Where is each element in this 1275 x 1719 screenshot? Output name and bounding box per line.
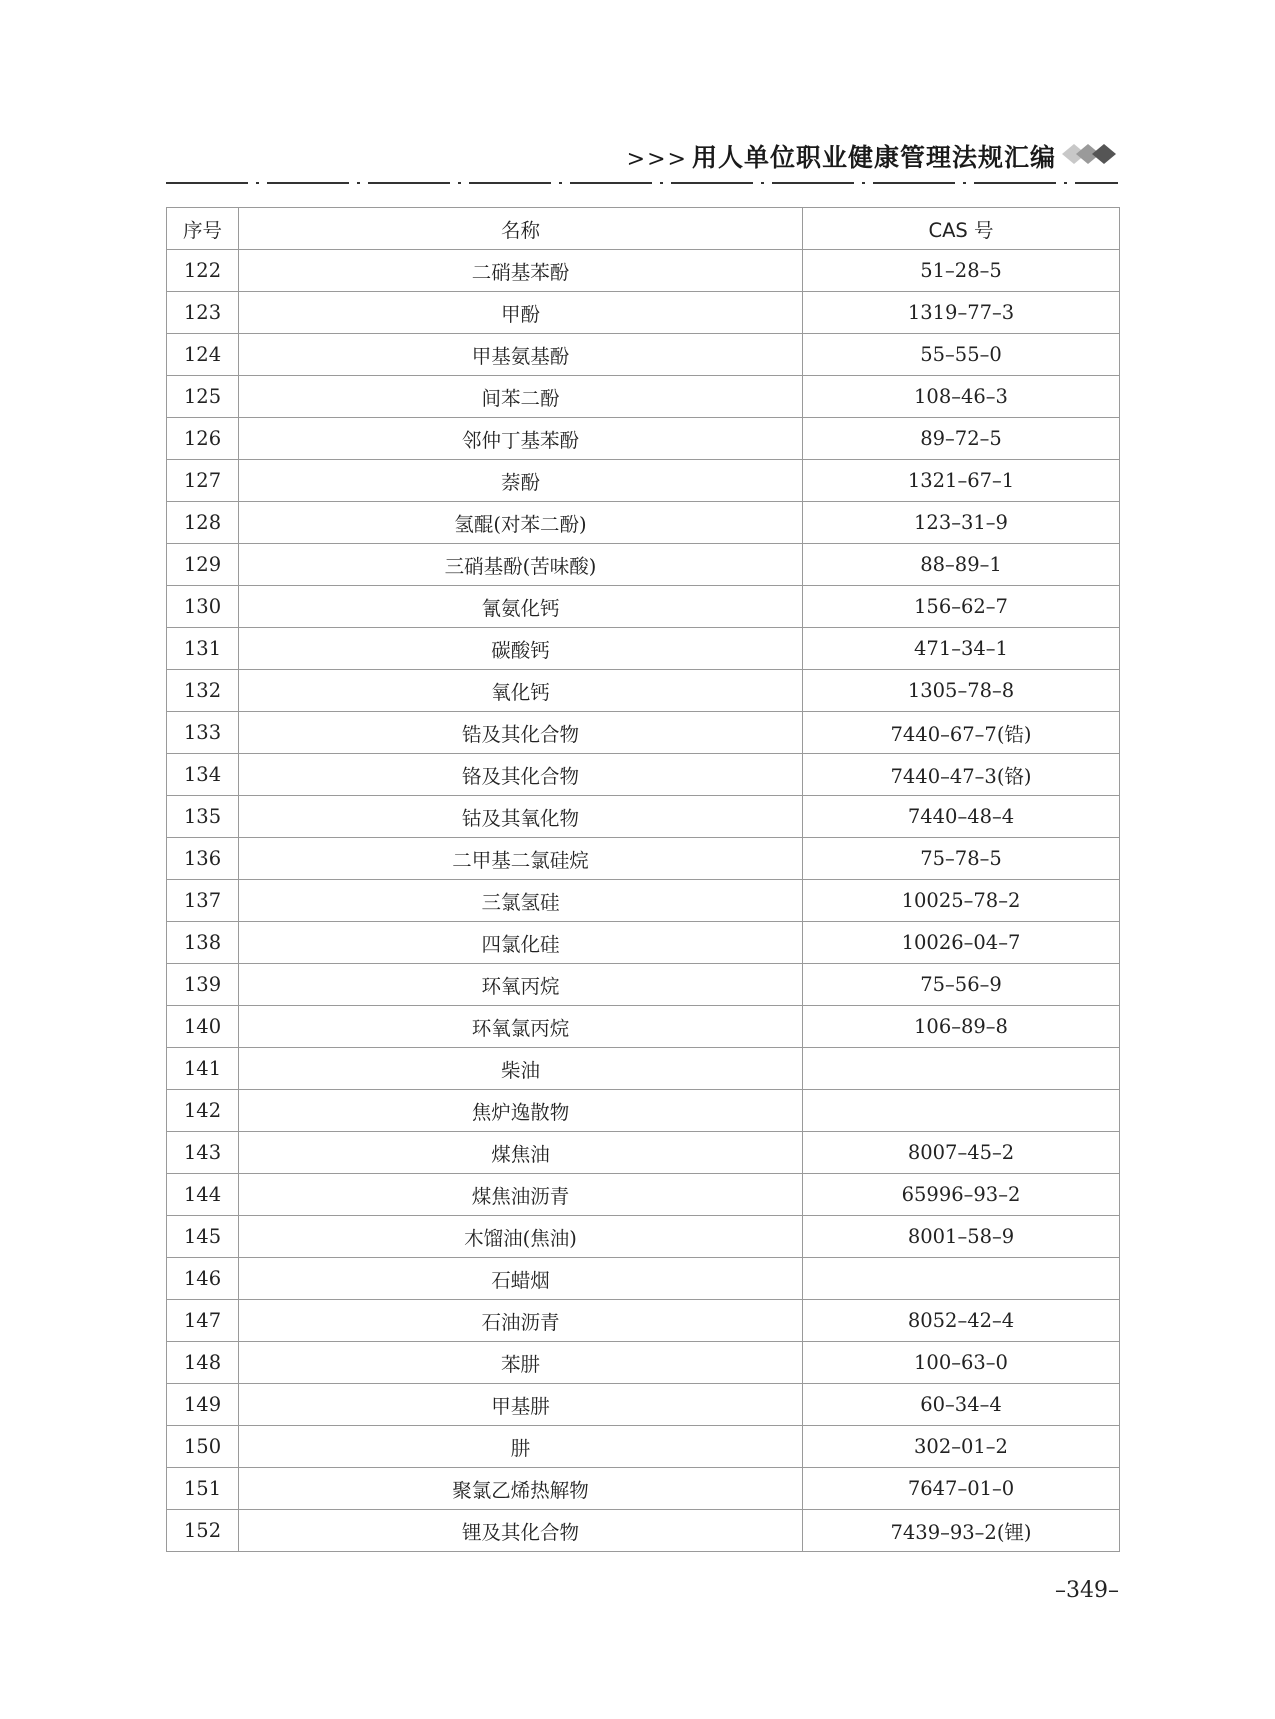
cell-number: 143	[167, 1132, 239, 1174]
cell-number: 127	[167, 460, 239, 502]
cell-name: 煤焦油	[239, 1132, 803, 1174]
table-row	[167, 1090, 1120, 1132]
cell-name: 甲基肼	[239, 1384, 803, 1426]
table-row	[167, 1132, 1120, 1174]
cell-name: 铬及其化合物	[239, 754, 803, 796]
cell-name: 煤焦油沥青	[239, 1174, 803, 1216]
table-row	[167, 334, 1120, 376]
cell-cas	[803, 1048, 1120, 1090]
cell-name: 二硝基苯酚	[239, 250, 803, 292]
cell-name: 环氧丙烷	[239, 964, 803, 1006]
cell-number: 134	[167, 754, 239, 796]
cell-number: 148	[167, 1342, 239, 1384]
column-header-number: 序号	[167, 208, 239, 250]
cell-cas	[803, 1258, 1120, 1300]
substance-table	[166, 207, 1120, 1552]
diamond-ornament-icon	[1060, 142, 1118, 166]
table-header-row	[167, 208, 1120, 250]
cell-number: 142	[167, 1090, 239, 1132]
cell-name: 石蜡烟	[239, 1258, 803, 1300]
cell-cas: 88–89–1	[803, 544, 1120, 586]
cell-name: 焦炉逸散物	[239, 1090, 803, 1132]
table-row	[167, 460, 1120, 502]
table-row	[167, 1006, 1120, 1048]
cell-name: 二甲基二氯硅烷	[239, 838, 803, 880]
cell-name: 柴油	[239, 1048, 803, 1090]
table-row	[167, 418, 1120, 460]
column-header-name: 名称	[239, 208, 803, 250]
cell-name: 碳酸钙	[239, 628, 803, 670]
cell-number: 151	[167, 1468, 239, 1510]
cell-cas: 108–46–3	[803, 376, 1120, 418]
cell-name: 甲基氨基酚	[239, 334, 803, 376]
table-row	[167, 502, 1120, 544]
cell-cas: 8007–45–2	[803, 1132, 1120, 1174]
cell-cas	[803, 1090, 1120, 1132]
table-row	[167, 1510, 1120, 1552]
table-row	[167, 1300, 1120, 1342]
header-rule	[166, 180, 1118, 186]
cell-number: 149	[167, 1384, 239, 1426]
cell-name: 聚氯乙烯热解物	[239, 1468, 803, 1510]
cell-number: 125	[167, 376, 239, 418]
cell-name: 钴及其氧化物	[239, 796, 803, 838]
cell-number: 145	[167, 1216, 239, 1258]
cell-cas: 60–34–4	[803, 1384, 1120, 1426]
cell-number: 141	[167, 1048, 239, 1090]
table-row	[167, 1426, 1120, 1468]
table-row	[167, 1258, 1120, 1300]
cell-number: 122	[167, 250, 239, 292]
cell-name: 三硝基酚(苦味酸)	[239, 544, 803, 586]
cell-name: 萘酚	[239, 460, 803, 502]
table-row	[167, 1342, 1120, 1384]
table-row	[167, 1384, 1120, 1426]
cell-name: 氢醌(对苯二酚)	[239, 502, 803, 544]
column-header-cas: CAS 号	[803, 208, 1120, 250]
cell-number: 135	[167, 796, 239, 838]
cell-number: 126	[167, 418, 239, 460]
table-row	[167, 1048, 1120, 1090]
header-title: 用人单位职业健康管理法规汇编	[691, 143, 1056, 172]
table-row	[167, 1468, 1120, 1510]
cell-cas: 123–31–9	[803, 502, 1120, 544]
cell-number: 139	[167, 964, 239, 1006]
cell-name: 肼	[239, 1426, 803, 1468]
cell-number: 131	[167, 628, 239, 670]
cell-number: 146	[167, 1258, 239, 1300]
cell-cas: 75–56–9	[803, 964, 1120, 1006]
table-body	[167, 250, 1120, 1552]
table-row	[167, 376, 1120, 418]
table-row	[167, 586, 1120, 628]
table-row	[167, 1216, 1120, 1258]
cell-cas: 7440–67–7(锆)	[803, 712, 1120, 754]
cell-cas: 156–62–7	[803, 586, 1120, 628]
cell-cas: 75–78–5	[803, 838, 1120, 880]
cell-number: 129	[167, 544, 239, 586]
cell-number: 130	[167, 586, 239, 628]
table-row	[167, 838, 1120, 880]
table-row	[167, 670, 1120, 712]
cell-cas: 106–89–8	[803, 1006, 1120, 1048]
table-row	[167, 292, 1120, 334]
cell-cas: 7440–48–4	[803, 796, 1120, 838]
cell-cas: 8001–58–9	[803, 1216, 1120, 1258]
header-title-line	[627, 138, 1056, 174]
cell-name: 氰氨化钙	[239, 586, 803, 628]
cell-number: 152	[167, 1510, 239, 1552]
cell-cas: 65996–93–2	[803, 1174, 1120, 1216]
cell-cas: 7439–93–2(锂)	[803, 1510, 1120, 1552]
cell-number: 124	[167, 334, 239, 376]
cell-name: 锆及其化合物	[239, 712, 803, 754]
cell-number: 123	[167, 292, 239, 334]
page-number: –349–	[1055, 1578, 1119, 1603]
table-row	[167, 964, 1120, 1006]
cell-cas: 51–28–5	[803, 250, 1120, 292]
cell-cas: 89–72–5	[803, 418, 1120, 460]
cell-name: 邻仲丁基苯酚	[239, 418, 803, 460]
cell-cas: 1305–78–8	[803, 670, 1120, 712]
cell-number: 128	[167, 502, 239, 544]
table-row	[167, 250, 1120, 292]
cell-number: 133	[167, 712, 239, 754]
cell-number: 137	[167, 880, 239, 922]
cell-number: 136	[167, 838, 239, 880]
cell-name: 间苯二酚	[239, 376, 803, 418]
header-chevrons: >>>	[626, 147, 688, 172]
cell-name: 氧化钙	[239, 670, 803, 712]
table-row	[167, 628, 1120, 670]
cell-name: 三氯氢硅	[239, 880, 803, 922]
cell-name: 石油沥青	[239, 1300, 803, 1342]
cell-name: 苯肼	[239, 1342, 803, 1384]
cell-cas: 7647–01–0	[803, 1468, 1120, 1510]
table-row	[167, 544, 1120, 586]
cell-cas: 471–34–1	[803, 628, 1120, 670]
cell-cas: 10025–78–2	[803, 880, 1120, 922]
cell-number: 132	[167, 670, 239, 712]
cell-name: 甲酚	[239, 292, 803, 334]
table-row	[167, 754, 1120, 796]
cell-name: 四氯化硅	[239, 922, 803, 964]
cell-cas: 10026–04–7	[803, 922, 1120, 964]
cell-number: 144	[167, 1174, 239, 1216]
cell-cas: 8052–42–4	[803, 1300, 1120, 1342]
cell-number: 150	[167, 1426, 239, 1468]
cell-cas: 100–63–0	[803, 1342, 1120, 1384]
cell-number: 147	[167, 1300, 239, 1342]
cell-cas: 55–55–0	[803, 334, 1120, 376]
table-row	[167, 712, 1120, 754]
cell-number: 138	[167, 922, 239, 964]
running-header	[166, 132, 1118, 192]
cell-number: 140	[167, 1006, 239, 1048]
cell-cas: 7440–47–3(铬)	[803, 754, 1120, 796]
table-row	[167, 880, 1120, 922]
table-row	[167, 1174, 1120, 1216]
cell-cas: 302–01–2	[803, 1426, 1120, 1468]
cell-cas: 1321–67–1	[803, 460, 1120, 502]
table-row	[167, 796, 1120, 838]
cell-name: 锂及其化合物	[239, 1510, 803, 1552]
table-row	[167, 922, 1120, 964]
cell-name: 木馏油(焦油)	[239, 1216, 803, 1258]
cell-cas: 1319–77–3	[803, 292, 1120, 334]
cell-name: 环氧氯丙烷	[239, 1006, 803, 1048]
